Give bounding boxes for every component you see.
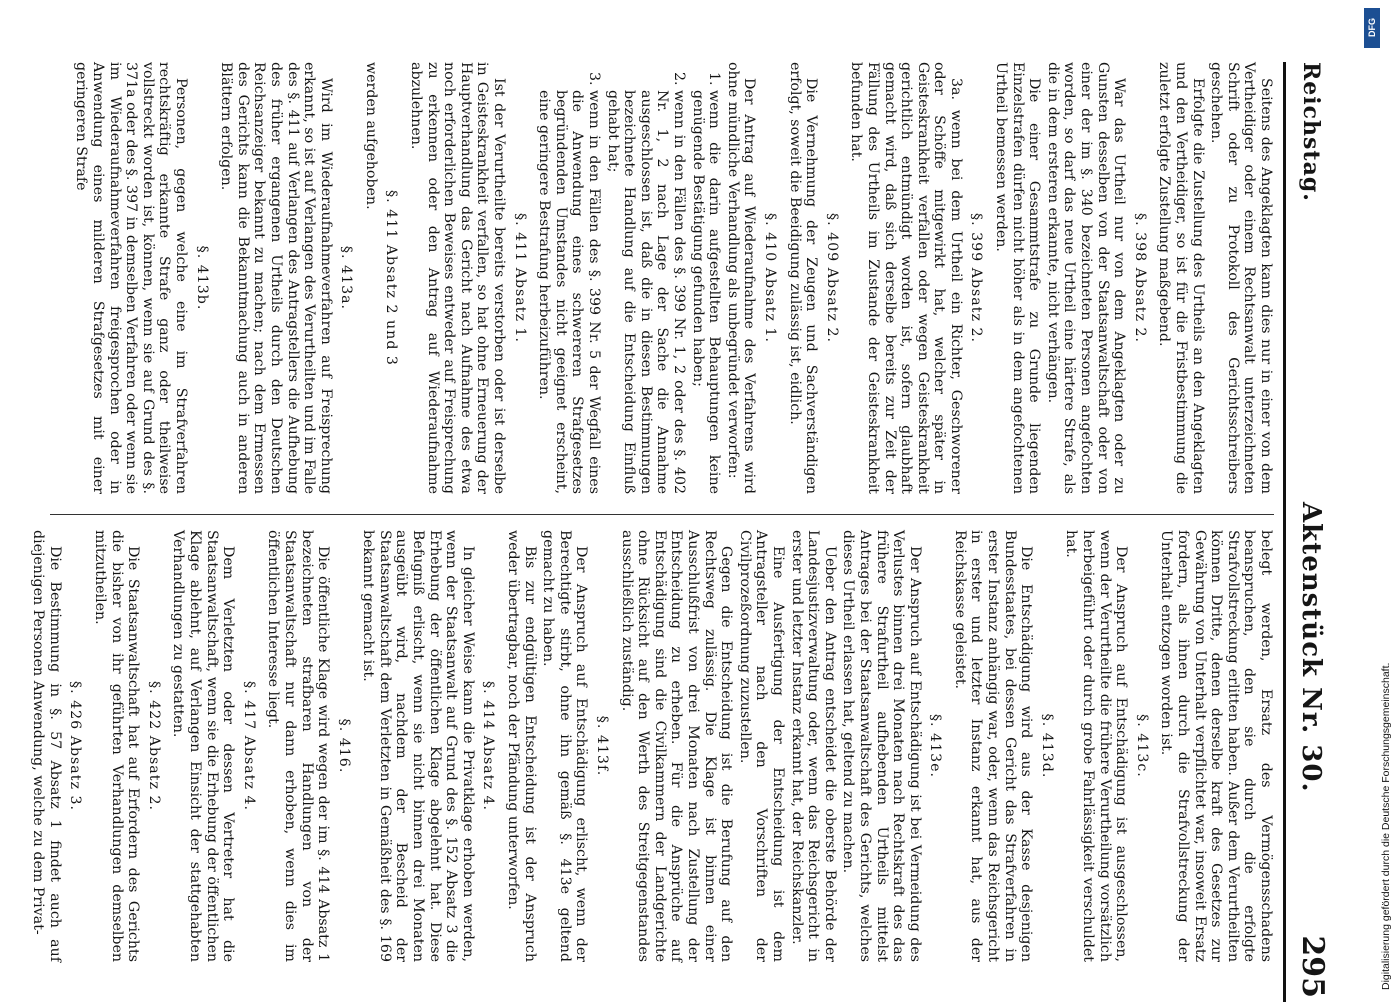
- list-item: 3. wenn in den Fällen des §. 399 Nr. 5 der Wegfall eines die Anwendung eines schwereren Strafgesetzes begründenden Umstandes nicht geeignet erscheint, eine geringere Bestrafung herbeizuführen.: [536, 90, 602, 494]
- paragraph: Gegen die Entscheidung ist die Berufung auf den Rechtsweg zulässig. Die Klage ist binnen einer Ausschlußfrist von drei Monaten nach Zustellung der Entscheidung zu erheben. Für die Ansprüche auf Entschädigung sind die Civilkammern der Landgerichte ohne Rücksicht auf den Werth des Streitgegenstandes ausschließlich zuständig.: [618, 530, 735, 962]
- header-rule: [1283, 62, 1286, 1002]
- paragraph: Dem Verletzten oder dessen Vertreter hat die Staatsanwaltschaft, wenn sie die Erhebung der öffentlichen Klage ablehnt, auf Verlangen Einsicht der stattgehabten Verhandlungen zu gestatten.: [170, 530, 237, 962]
- paragraph: Die einer Gesammtstrafe zu Grunde liegenden Einzelstrafen dürfen nicht höher als in dem angefochtenen Urtheil bemessen werden.: [993, 62, 1043, 494]
- page-header: [1288, 62, 1330, 1002]
- section-heading: §. 426 Absatz 3.: [67, 681, 84, 811]
- section-heading: §. 422 Absatz 2.: [145, 681, 162, 811]
- paragraph: Die öffentliche Klage wird wegen der im §. 414 Absatz 1 bezeichneten strafbaren Handlungen von der Staatsanwaltschaft nur dann erhoben, wenn dies im öffentlichen Interesse liegt.: [265, 530, 332, 962]
- paragraph: Der Anspruch auf Entschädigung erlischt, wenn der Berechtigte stirbt, ohne ihn gemäß §. 413e geltend gemacht zu haben.: [540, 530, 590, 962]
- paragraph: War das Urtheil nur von dem Angeklagten oder zu Gunsten desselben von der Staatsanwaltschaft oder von einer der im §. 340 bezeichneten Personen angefochten worden, so darf das neue Urtheil eine härtere Strafe, als die in dem ersteren erkannte, nicht verhängen.: [1044, 62, 1128, 494]
- paragraph: Die Staatsanwaltschaft hat auf Erfordern des Gerichts die bisher von ihr geführten Verhandlungen demselben mitzutheilen.: [92, 530, 142, 962]
- paragraph: Wird im Wiederaufnahmeverfahren auf Freisprechung erkannt, so ist auf Verlangen des Verurtheilten und im Falle des §. 411 auf Verlangen des Antragstellers die Aufhebung des früher ergangenen Urtheils durch den Deutschen Reichsanzeiger bekannt zu machen; nach dem Ermessen des Gerichts kann die Bekanntmachung auch in anderen Blättern erfolgen.: [218, 62, 334, 494]
- digitization-note-text: Digitalisierung gefördert durch die Deutsche Forschungsgemeinschaft.: [1380, 662, 1392, 990]
- list-item: 2. wenn in den Fällen des §. 399 Nr. 1, 2 oder des §. 402 Nr. 1, 2 nach Lage der Sache die Annahme ausgeschlossen ist, daß die in diesen Bestimmungen bezeichnete Handlung auf die Entscheidung Einfluß gehabt hat;: [604, 90, 687, 494]
- section-heading: §. 413e.: [927, 713, 944, 779]
- paragraph: 3a. wenn bei dem Urtheil ein Richter, Geschworener oder Schöffe mitgewirkt hat, welcher später in Geisteskrankheit verfallen oder wegen Geisteskrankheit gerichtlich entmündigt worden ist, sofern glaubhaft gemacht wird, daß sich derselbe bereits zur Zeit der Fällung des Urtheils im Zustande der Geisteskrankheit befunden hat.: [848, 62, 964, 494]
- paragraph: In gleicher Weise kann die Privatklage erhoben werden, wenn der Staatsanwalt auf Grund des §. 152 Absatz 3 die Erhebung der öffentlichen Klage abgelehnt hat. Diese Befugniß erlischt, wenn sie nicht binnen drei Monaten ausgeübt wird, nachdem der Bescheid der Staatsanwaltschaft dem Verletzten in Gemäßheit des §. 169 bekannt gemacht ist.: [360, 530, 476, 962]
- section-heading: §. 413d.: [1038, 713, 1055, 779]
- paragraph: Der Anspruch auf Entschädigung ist bei Vermeidung des Verlustes binnen drei Monaten nach Rechtskraft des das frühere Strafurtheil aufhebenden Urtheils mittelst Antrages bei der Staatsanwaltschaft des Gerichts, welches dieses Urtheil erlassen hat, geltend zu machen.: [840, 530, 923, 962]
- section-heading: §. 411 Absatz 2 und 3: [383, 190, 400, 366]
- paragraph: belegt werden, Ersatz des Vermögensschadens beanspruchen, den sie durch die erfolgte Strafvollstreckung erlitten haben. Außer dem Verurtheilten können Dritte, denen derselbe kraft des Gesetzes zur Gewährung von Unterhalt verpflichtet war, insoweit Ersatz fordern, als ihnen durch die Strafvollstreckung der Unterhalt entzogen worden ist.: [1158, 530, 1274, 962]
- header-left: Reichstag.: [1298, 62, 1324, 202]
- section-heading: §. 399 Absatz 2.: [968, 213, 985, 343]
- left-column: [71, 62, 1274, 494]
- digitization-note: [1356, 10, 1392, 990]
- paragraph: Bis zur endgültigen Entscheidung ist der Anspruch weder übertragbar, noch der Pfändung unterworfen.: [505, 530, 538, 962]
- paragraph: Ist der Verurtheilte bereits verstorben oder ist derselbe in Geisteskrankheit verfallen, so hat ohne Erneuerung der Hauptverhandlung das Gericht nach Aufnahme des etwa noch erforderlichen Beweises entweder auf Freisprechung zu erkennen oder den Antrag auf Wiederaufnahme abzulehnen.: [408, 62, 508, 494]
- page-number: 295: [1295, 935, 1330, 998]
- paragraph: werden aufgehoben.: [362, 62, 379, 210]
- right-column: [28, 530, 1274, 962]
- numbered-list: [536, 62, 723, 494]
- section-heading: §. 417 Absatz 4.: [240, 681, 257, 811]
- paragraph: Erfolgte die Zustellung des Urtheils an den Angeklagten und den Vertheidiger, so ist für die Fristbestimmung die zuletzt erfolgte Zustellung maßgebend.: [1156, 62, 1206, 494]
- paragraph: Der Antrag auf Wiederaufnahme des Verfahrens wird ohne mündliche Verhandlung als unbegründet verworfen:: [724, 62, 758, 494]
- section-heading: §. 411 Absatz 1.: [511, 213, 528, 343]
- column-divider: [50, 514, 1274, 515]
- document-page: [0, 62, 1330, 1002]
- section-heading: §. 416.: [335, 718, 352, 774]
- paragraph: Ueber den Antrag entscheidet die oberste Behörde der Landesjustizverwaltung oder, wenn das Reichsgericht in erster und letzter Instanz erkannt hat, der Reichskanzler.: [788, 530, 838, 962]
- section-heading: §. 409 Absatz 2.: [823, 213, 840, 343]
- paragraph: Die Vernehmung der Zeugen und Sachverständigen erfolgt, soweit die Beeidigung zulässig ist, eidlich.: [786, 62, 820, 494]
- section-heading: §. 413f.: [594, 715, 611, 777]
- section-heading: §. 413a.: [338, 245, 355, 311]
- paragraph: Personen, gegen welche eine im Strafverfahren rechtskräftig erkannte Strafe ganz oder theilweise vollstreckt worden ist, können, wenn sie auf Grund des §. 371a oder des §. 397 in demselben Verfahren oder wenn sie im Wiederaufnahmeverfahren freigesprochen oder in Anwendung eines milderen Strafgesetzes mit einer geringeren Strafe: [73, 62, 189, 494]
- section-heading: §. 413b.: [193, 245, 210, 311]
- paragraph: Die Bestimmung in §. 57 Absatz 1 findet auch auf diejenigen Personen Anwendung, welche zu dem Privat-: [30, 530, 63, 962]
- section-heading: §. 398 Absatz 2.: [1131, 213, 1148, 343]
- section-heading: §. 410 Absatz 1.: [761, 213, 778, 343]
- list-item: 1. wenn die darin aufgestellten Behauptungen keine genügende Bestätigung gefunden haben;: [689, 90, 722, 494]
- header-title: Aktenstück Nr. 30.: [1296, 502, 1326, 793]
- paragraph: Seitens des Angeklagten kann dies nur in einer von dem Vertheidiger oder einem Rechtsanwalt unterzeichneten Schrift oder zu Protokoll des Gerichtsschreibers geschehen.: [1208, 62, 1274, 494]
- section-heading: §. 414 Absatz 4.: [480, 681, 497, 811]
- paragraph: Der Anspruch auf Entschädigung ist ausgeschlossen, wenn der Verurtheilte die frühere Verurtheilung vorsätzlich herbeigeführt oder durch grobe Fahrlässigkeit verschuldet hat.: [1063, 530, 1130, 962]
- paragraph: Die Entschädigung wird aus der Kasse desjenigen Bundesstaates, bei dessen Gericht das Strafverfahren in erster Instanz anhängig war, oder, wenn das Reichsgericht in erster und letzter Instanz erkannt hat, aus der Reichskasse geleistet.: [951, 530, 1035, 962]
- section-heading: §. 413c.: [1133, 714, 1150, 778]
- dfg-logo: DFG: [1364, 8, 1380, 48]
- paragraph: Eine Ausfertigung der Entscheidung ist dem Antragsteller nach den Vorschriften der Civilprozeßordnung zuzustellen.: [736, 530, 786, 962]
